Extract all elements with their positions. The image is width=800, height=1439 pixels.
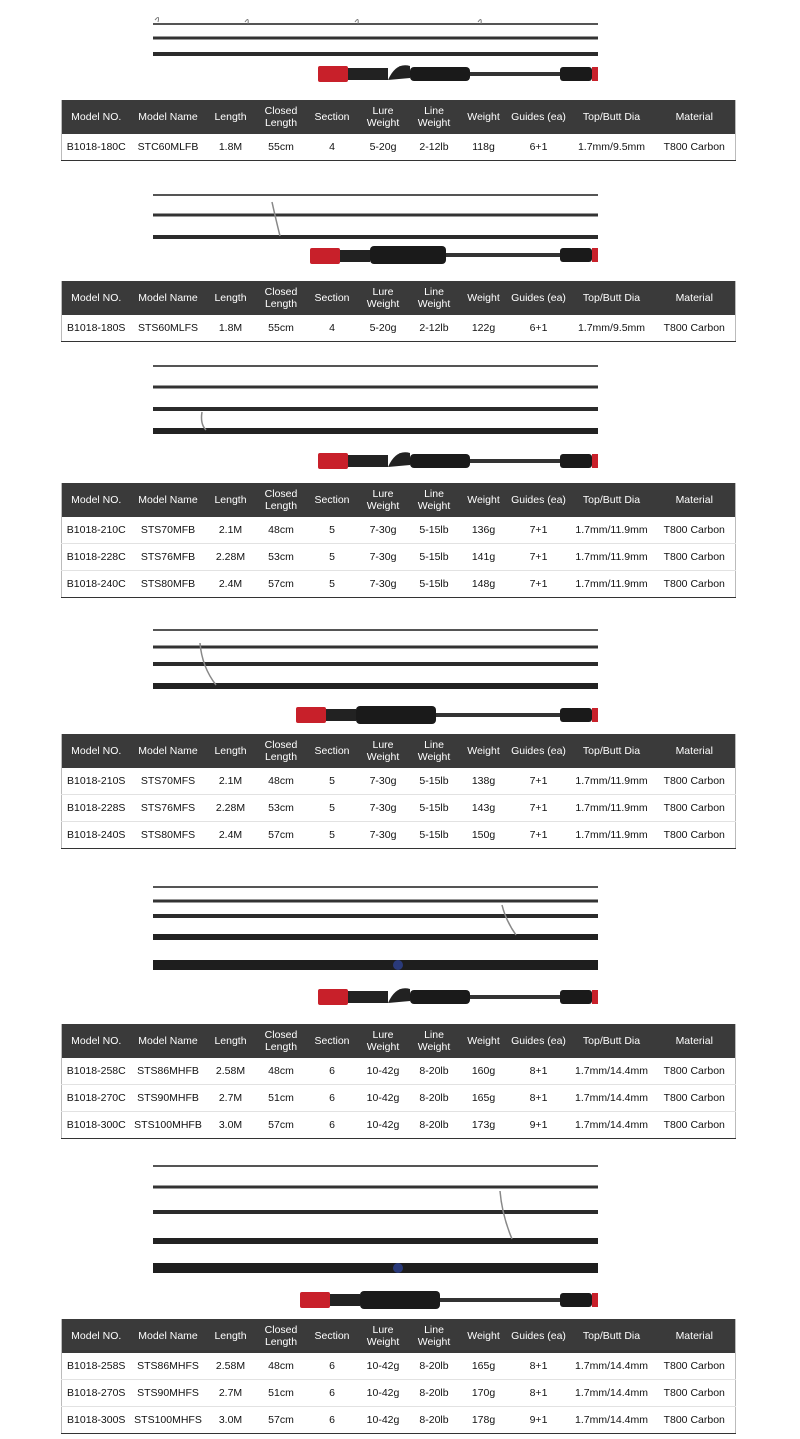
cell-line-weight: 5-15lb	[409, 822, 460, 849]
rod-sections	[153, 17, 598, 54]
cell-material: T800 Carbon	[654, 1407, 736, 1434]
rod-handle	[318, 988, 598, 1005]
cell-length: 2.1M	[206, 517, 256, 544]
cell-section: 5	[307, 517, 358, 544]
cell-top-butt-dia: 1.7mm/11.9mm	[570, 822, 654, 849]
rod-sections	[153, 1166, 598, 1273]
col-weight: Weight	[460, 1024, 508, 1058]
cell-model-no: B1018-240S	[62, 822, 131, 849]
col-line-weight: Line Weight	[409, 1319, 460, 1353]
cell-top-butt-dia: 1.7mm/11.9mm	[570, 544, 654, 571]
cell-guides: 9+1	[508, 1112, 570, 1139]
cell-closed-length: 53cm	[256, 795, 307, 822]
col-guides: Guides (ea)	[508, 483, 570, 517]
cell-section: 5	[307, 571, 358, 598]
cell-length: 3.0M	[206, 1407, 256, 1434]
product-section-6	[0, 1155, 800, 1439]
cell-guides: 8+1	[508, 1380, 570, 1407]
col-line-weight: Line Weight	[409, 483, 460, 517]
cell-length: 2.28M	[206, 795, 256, 822]
rod-handle	[318, 452, 598, 469]
cell-top-butt-dia: 1.7mm/11.9mm	[570, 795, 654, 822]
col-closed-length: Closed Length	[256, 483, 307, 517]
col-model-no: Model NO.	[62, 100, 131, 134]
cell-section: 4	[307, 315, 358, 342]
col-model-name: Model Name	[131, 1024, 206, 1058]
col-section: Section	[307, 100, 358, 134]
cell-guides: 7+1	[508, 571, 570, 598]
cell-weight: 136g	[460, 517, 508, 544]
cell-top-butt-dia: 1.7mm/9.5mm	[570, 315, 654, 342]
cell-model-name: STS86MHFS	[131, 1353, 206, 1380]
cell-length: 2.4M	[206, 571, 256, 598]
col-length: Length	[206, 281, 256, 315]
cell-lure-weight: 5-20g	[358, 134, 409, 161]
col-material: Material	[654, 1319, 736, 1353]
col-weight: Weight	[460, 483, 508, 517]
cell-section: 6	[307, 1353, 358, 1380]
cell-line-weight: 5-15lb	[409, 544, 460, 571]
cell-section: 6	[307, 1112, 358, 1139]
col-closed-length: Closed Length	[256, 734, 307, 768]
col-weight: Weight	[460, 734, 508, 768]
spec-table	[61, 100, 736, 161]
rod-illustration	[0, 875, 800, 1023]
col-model-no: Model NO.	[62, 281, 131, 315]
rod-handle	[300, 1291, 598, 1309]
cell-length: 2.58M	[206, 1058, 256, 1085]
cell-model-no: B1018-240C	[62, 571, 131, 598]
col-line-weight: Line Weight	[409, 281, 460, 315]
cell-model-name: STS86MHFB	[131, 1058, 206, 1085]
cell-material: T800 Carbon	[654, 571, 736, 598]
product-section-5	[0, 875, 800, 1135]
table-row	[62, 571, 736, 598]
col-material: Material	[654, 281, 736, 315]
col-model-no: Model NO.	[62, 734, 131, 768]
col-model-name: Model Name	[131, 1319, 206, 1353]
col-model-no: Model NO.	[62, 1319, 131, 1353]
cell-closed-length: 53cm	[256, 544, 307, 571]
cell-model-name: STS70MFB	[131, 517, 206, 544]
table-row	[62, 544, 736, 571]
cell-closed-length: 48cm	[256, 517, 307, 544]
cell-length: 2.7M	[206, 1380, 256, 1407]
table-header-row	[62, 483, 736, 517]
cell-material: T800 Carbon	[654, 1058, 736, 1085]
cell-weight: 150g	[460, 822, 508, 849]
cell-weight: 118g	[460, 134, 508, 161]
cell-length: 1.8M	[206, 134, 256, 161]
cell-weight: 178g	[460, 1407, 508, 1434]
col-line-weight: Line Weight	[409, 1024, 460, 1058]
cell-lure-weight: 10-42g	[358, 1058, 409, 1085]
col-lure-weight: Lure Weight	[358, 100, 409, 134]
cell-lure-weight: 10-42g	[358, 1353, 409, 1380]
col-top-butt-dia: Top/Butt Dia	[570, 734, 654, 768]
cell-model-name: STS76MFS	[131, 795, 206, 822]
col-material: Material	[654, 1024, 736, 1058]
cell-guides: 8+1	[508, 1353, 570, 1380]
cell-guides: 6+1	[508, 134, 570, 161]
cell-weight: 148g	[460, 571, 508, 598]
product-section-4	[0, 615, 800, 850]
cell-closed-length: 55cm	[256, 315, 307, 342]
cell-lure-weight: 5-20g	[358, 315, 409, 342]
cell-material: T800 Carbon	[654, 1112, 736, 1139]
col-closed-length: Closed Length	[256, 281, 307, 315]
table-header-row	[62, 281, 736, 315]
col-section: Section	[307, 1319, 358, 1353]
rod-illustration	[0, 1155, 800, 1317]
cell-guides: 7+1	[508, 795, 570, 822]
cell-model-no: B1018-258S	[62, 1353, 131, 1380]
cell-length: 1.8M	[206, 315, 256, 342]
cell-model-name: STS100MHFS	[131, 1407, 206, 1434]
table-row	[62, 795, 736, 822]
cell-guides: 8+1	[508, 1058, 570, 1085]
col-guides: Guides (ea)	[508, 1319, 570, 1353]
cell-material: T800 Carbon	[654, 544, 736, 571]
rod-sections	[153, 195, 598, 237]
table-row	[62, 517, 736, 544]
cell-material: T800 Carbon	[654, 768, 736, 795]
table-row	[62, 1112, 736, 1139]
table-row	[62, 1407, 736, 1434]
table-body	[62, 517, 736, 598]
cell-top-butt-dia: 1.7mm/14.4mm	[570, 1380, 654, 1407]
rod-illustration	[0, 350, 800, 480]
cell-model-name: STS70MFS	[131, 768, 206, 795]
cell-lure-weight: 7-30g	[358, 768, 409, 795]
table-row	[62, 315, 736, 342]
cell-lure-weight: 7-30g	[358, 795, 409, 822]
cell-top-butt-dia: 1.7mm/14.4mm	[570, 1058, 654, 1085]
cell-weight: 143g	[460, 795, 508, 822]
cell-closed-length: 48cm	[256, 768, 307, 795]
col-model-name: Model Name	[131, 734, 206, 768]
cell-section: 6	[307, 1407, 358, 1434]
col-top-butt-dia: Top/Butt Dia	[570, 1319, 654, 1353]
col-closed-length: Closed Length	[256, 1319, 307, 1353]
col-weight: Weight	[460, 100, 508, 134]
cell-closed-length: 55cm	[256, 134, 307, 161]
rod-sections	[153, 366, 598, 431]
cell-material: T800 Carbon	[654, 134, 736, 161]
cell-top-butt-dia: 1.7mm/14.4mm	[570, 1353, 654, 1380]
cell-closed-length: 57cm	[256, 1112, 307, 1139]
cell-material: T800 Carbon	[654, 822, 736, 849]
cell-guides: 8+1	[508, 1085, 570, 1112]
table-row	[62, 1058, 736, 1085]
cell-top-butt-dia: 1.7mm/14.4mm	[570, 1112, 654, 1139]
cell-model-no: B1018-270C	[62, 1085, 131, 1112]
rod-handle	[318, 65, 598, 82]
col-lure-weight: Lure Weight	[358, 734, 409, 768]
col-guides: Guides (ea)	[508, 734, 570, 768]
rod-handle	[296, 706, 598, 724]
cell-top-butt-dia: 1.7mm/14.4mm	[570, 1407, 654, 1434]
cell-material: T800 Carbon	[654, 1380, 736, 1407]
table-row	[62, 1353, 736, 1380]
col-model-no: Model NO.	[62, 1024, 131, 1058]
table-body	[62, 768, 736, 849]
product-section-1	[0, 0, 800, 160]
table-row	[62, 134, 736, 161]
col-closed-length: Closed Length	[256, 100, 307, 134]
cell-section: 4	[307, 134, 358, 161]
cell-line-weight: 5-15lb	[409, 517, 460, 544]
cell-closed-length: 57cm	[256, 571, 307, 598]
cell-closed-length: 57cm	[256, 1407, 307, 1434]
cell-weight: 165g	[460, 1085, 508, 1112]
cell-line-weight: 8-20lb	[409, 1085, 460, 1112]
cell-model-name: STC60MLFB	[131, 134, 206, 161]
cell-guides: 7+1	[508, 822, 570, 849]
cell-weight: 141g	[460, 544, 508, 571]
cell-section: 6	[307, 1085, 358, 1112]
cell-length: 2.7M	[206, 1085, 256, 1112]
cell-model-no: B1018-180C	[62, 134, 131, 161]
table-header-row	[62, 100, 736, 134]
col-guides: Guides (ea)	[508, 281, 570, 315]
cell-weight: 122g	[460, 315, 508, 342]
cell-length: 3.0M	[206, 1112, 256, 1139]
cell-length: 2.4M	[206, 822, 256, 849]
cell-line-weight: 8-20lb	[409, 1058, 460, 1085]
cell-top-butt-dia: 1.7mm/11.9mm	[570, 517, 654, 544]
col-model-name: Model Name	[131, 100, 206, 134]
col-lure-weight: Lure Weight	[358, 1024, 409, 1058]
cell-closed-length: 51cm	[256, 1380, 307, 1407]
cell-section: 5	[307, 768, 358, 795]
cell-material: T800 Carbon	[654, 795, 736, 822]
cell-closed-length: 48cm	[256, 1058, 307, 1085]
col-section: Section	[307, 734, 358, 768]
cell-line-weight: 8-20lb	[409, 1112, 460, 1139]
col-material: Material	[654, 734, 736, 768]
cell-line-weight: 5-15lb	[409, 795, 460, 822]
cell-model-no: B1018-270S	[62, 1380, 131, 1407]
cell-model-name: STS60MLFS	[131, 315, 206, 342]
cell-length: 2.28M	[206, 544, 256, 571]
cell-model-no: B1018-258C	[62, 1058, 131, 1085]
cell-top-butt-dia: 1.7mm/11.9mm	[570, 768, 654, 795]
col-line-weight: Line Weight	[409, 734, 460, 768]
cell-closed-length: 57cm	[256, 822, 307, 849]
col-line-weight: Line Weight	[409, 100, 460, 134]
cell-lure-weight: 10-42g	[358, 1112, 409, 1139]
cell-model-no: B1018-210S	[62, 768, 131, 795]
table-body	[62, 315, 736, 342]
col-length: Length	[206, 734, 256, 768]
rod-illustration	[0, 180, 800, 280]
cell-section: 5	[307, 822, 358, 849]
col-top-butt-dia: Top/Butt Dia	[570, 100, 654, 134]
col-closed-length: Closed Length	[256, 1024, 307, 1058]
col-top-butt-dia: Top/Butt Dia	[570, 281, 654, 315]
product-section-2	[0, 180, 800, 340]
cell-lure-weight: 10-42g	[358, 1085, 409, 1112]
rod-sections	[153, 887, 598, 970]
col-section: Section	[307, 281, 358, 315]
cell-line-weight: 5-15lb	[409, 768, 460, 795]
col-model-name: Model Name	[131, 483, 206, 517]
cell-closed-length: 51cm	[256, 1085, 307, 1112]
rod-illustration	[0, 0, 800, 100]
col-section: Section	[307, 1024, 358, 1058]
col-lure-weight: Lure Weight	[358, 1319, 409, 1353]
rod-handle	[310, 246, 598, 264]
spec-table	[61, 281, 736, 342]
col-weight: Weight	[460, 1319, 508, 1353]
cell-lure-weight: 7-30g	[358, 517, 409, 544]
cell-section: 5	[307, 795, 358, 822]
cell-section: 6	[307, 1058, 358, 1085]
cell-line-weight: 8-20lb	[409, 1407, 460, 1434]
cell-closed-length: 48cm	[256, 1353, 307, 1380]
cell-material: T800 Carbon	[654, 1353, 736, 1380]
table-row	[62, 1085, 736, 1112]
table-body	[62, 1353, 736, 1434]
table-header-row	[62, 1024, 736, 1058]
cell-section: 6	[307, 1380, 358, 1407]
cell-line-weight: 2-12lb	[409, 315, 460, 342]
col-top-butt-dia: Top/Butt Dia	[570, 483, 654, 517]
cell-model-no: B1018-180S	[62, 315, 131, 342]
cell-model-no: B1018-300C	[62, 1112, 131, 1139]
cell-weight: 138g	[460, 768, 508, 795]
cell-model-name: STS80MFS	[131, 822, 206, 849]
col-material: Material	[654, 100, 736, 134]
cell-lure-weight: 10-42g	[358, 1380, 409, 1407]
rod-sections	[153, 630, 598, 686]
cell-length: 2.58M	[206, 1353, 256, 1380]
table-body	[62, 134, 736, 161]
col-section: Section	[307, 483, 358, 517]
product-section-3	[0, 350, 800, 600]
cell-guides: 7+1	[508, 517, 570, 544]
cell-lure-weight: 10-42g	[358, 1407, 409, 1434]
col-weight: Weight	[460, 281, 508, 315]
cell-lure-weight: 7-30g	[358, 571, 409, 598]
cell-model-no: B1018-210C	[62, 517, 131, 544]
table-row	[62, 768, 736, 795]
cell-weight: 160g	[460, 1058, 508, 1085]
col-top-butt-dia: Top/Butt Dia	[570, 1024, 654, 1058]
cell-top-butt-dia: 1.7mm/14.4mm	[570, 1085, 654, 1112]
cell-guides: 9+1	[508, 1407, 570, 1434]
cell-model-name: STS90MHFS	[131, 1380, 206, 1407]
col-lure-weight: Lure Weight	[358, 281, 409, 315]
cell-line-weight: 2-12lb	[409, 134, 460, 161]
spec-table	[61, 1024, 736, 1139]
cell-line-weight: 8-20lb	[409, 1380, 460, 1407]
cell-model-no: B1018-228S	[62, 795, 131, 822]
col-length: Length	[206, 100, 256, 134]
col-guides: Guides (ea)	[508, 100, 570, 134]
table-row	[62, 1380, 736, 1407]
cell-weight: 170g	[460, 1380, 508, 1407]
cell-model-name: STS100MHFB	[131, 1112, 206, 1139]
col-lure-weight: Lure Weight	[358, 483, 409, 517]
col-model-no: Model NO.	[62, 483, 131, 517]
cell-lure-weight: 7-30g	[358, 822, 409, 849]
spec-table	[61, 1319, 736, 1434]
cell-model-no: B1018-300S	[62, 1407, 131, 1434]
cell-line-weight: 5-15lb	[409, 571, 460, 598]
cell-material: T800 Carbon	[654, 517, 736, 544]
table-header-row	[62, 1319, 736, 1353]
rod-illustration	[0, 615, 800, 733]
col-length: Length	[206, 1024, 256, 1058]
cell-material: T800 Carbon	[654, 315, 736, 342]
cell-guides: 7+1	[508, 768, 570, 795]
col-model-name: Model Name	[131, 281, 206, 315]
cell-line-weight: 8-20lb	[409, 1353, 460, 1380]
cell-model-name: STS80MFB	[131, 571, 206, 598]
col-material: Material	[654, 483, 736, 517]
cell-section: 5	[307, 544, 358, 571]
table-body	[62, 1058, 736, 1139]
spec-table	[61, 483, 736, 598]
cell-guides: 7+1	[508, 544, 570, 571]
cell-material: T800 Carbon	[654, 1085, 736, 1112]
cell-weight: 173g	[460, 1112, 508, 1139]
col-length: Length	[206, 1319, 256, 1353]
cell-top-butt-dia: 1.7mm/9.5mm	[570, 134, 654, 161]
col-length: Length	[206, 483, 256, 517]
cell-lure-weight: 7-30g	[358, 544, 409, 571]
cell-weight: 165g	[460, 1353, 508, 1380]
table-row	[62, 822, 736, 849]
cell-length: 2.1M	[206, 768, 256, 795]
cell-model-no: B1018-228C	[62, 544, 131, 571]
spec-table	[61, 734, 736, 849]
table-header-row	[62, 734, 736, 768]
cell-model-name: STS90MHFB	[131, 1085, 206, 1112]
cell-model-name: STS76MFB	[131, 544, 206, 571]
col-guides: Guides (ea)	[508, 1024, 570, 1058]
cell-top-butt-dia: 1.7mm/11.9mm	[570, 571, 654, 598]
cell-guides: 6+1	[508, 315, 570, 342]
